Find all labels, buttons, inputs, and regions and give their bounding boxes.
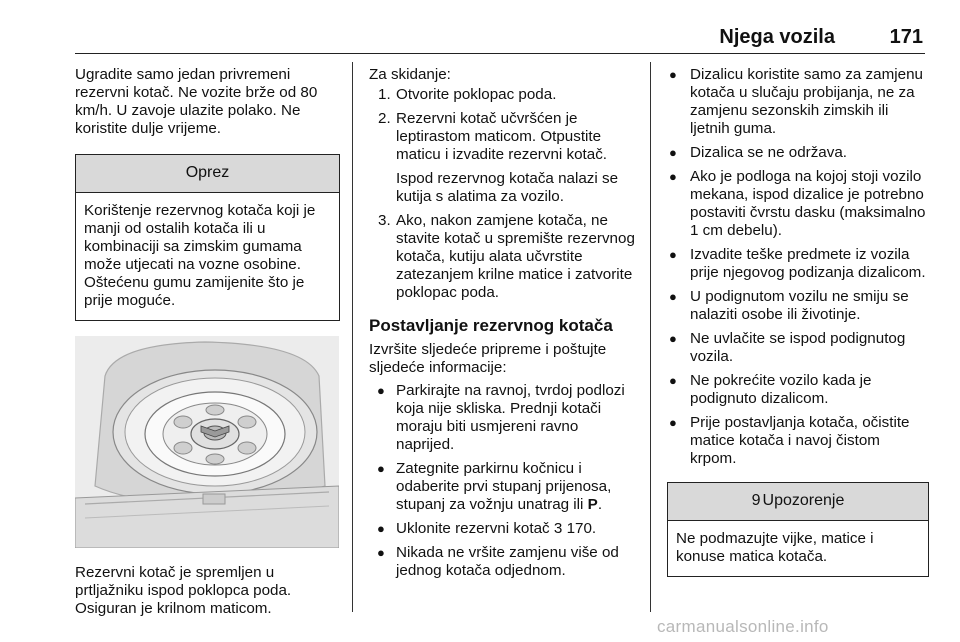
warning-header [668, 483, 928, 521]
bullet-text: Izvadite teške predmete iz vozila prije njegovog podizanja dizalicom. [690, 246, 926, 281]
bullet-text: Nikada ne vršite zamjenu više od jednog kotača odjednom. [396, 544, 619, 579]
step-note: Ispod rezervnog kotača nalazi se kutija s alatima za vozilo. [396, 170, 619, 205]
bullet-text: Ne uvlačite se ispod podignutog vozila. [690, 330, 906, 365]
bullet-end: . [597, 496, 603, 513]
gear-label: P [587, 496, 598, 513]
step-number: 3. [378, 212, 391, 229]
bullet-icon: ● [669, 145, 677, 160]
list-item [667, 414, 929, 468]
column-left [75, 66, 340, 618]
column-right [667, 66, 929, 577]
bullet-icon: ● [669, 247, 677, 262]
bullet-icon: ● [669, 289, 677, 304]
intro-paragraph: Ugradite samo jedan privremeni rezervni kotač. Ne vozite brže od 80 km/h. U zavoje ulazite polako. Ne koristite dulje vrijeme. [75, 66, 318, 137]
page-ref-link[interactable]: 170. [566, 520, 597, 537]
list-item [667, 372, 929, 408]
bullet-icon: ● [669, 415, 677, 430]
list-item [667, 168, 929, 240]
illustration-caption: Rezervni kotač je spremljen u prtljažniku ispod poklopca poda. Osiguran je krilnom maticom. [75, 564, 292, 617]
column-divider [650, 62, 651, 612]
warning-box [667, 482, 929, 577]
step-text: Otvorite poklopac poda. [396, 86, 557, 103]
bullet-text: Uklonite rezervni kotač [396, 520, 550, 537]
list-item [369, 86, 637, 104]
bullet-icon: ● [377, 545, 385, 560]
page-ref-icon: 3 [553, 520, 563, 537]
preparation-list [369, 382, 637, 580]
removal-label: Za skidanje: [369, 66, 451, 83]
header-title: Njega vozila [719, 26, 835, 48]
list-item [667, 66, 929, 138]
bullet-icon: ● [669, 67, 677, 82]
caution-text: Korištenje rezervnog kotača koji je manji od ostalih kotača ili u kombinaciji sa zimskim gumama može utjecati na vozne osobine. Oštećenu gumu zamijenite što je prije moguće. [84, 202, 316, 309]
bullet-text: Parkirajte na ravnoj, tvrdoj podlozi koja nije skliska. Prednji kotači moraju biti usmjereni ravno naprijed. [396, 382, 625, 453]
list-item [369, 544, 637, 580]
bullet-text: U podignutom vozilu ne smiju se nalaziti osobe ili životinje. [690, 288, 909, 323]
section-intro: Izvršite sljedeće pripreme i poštujte sljedeće informacije: [369, 341, 607, 376]
caution-title: Oprez [76, 155, 339, 193]
warning-triangle-icon: 9 [751, 492, 761, 509]
caution-box [75, 154, 340, 321]
bullet-text: Zategnite parkirnu kočnicu i odaberite prvi stupanj prijenosa, stupanj za vožnju unatrag ili [396, 460, 612, 513]
step-text: Ako, nakon zamjene kotača, ne stavite kotač u spremište rezervnog kotača, kutiju alata učvrstite zatezanjem krilne matice i zatvorite poklopac poda. [396, 212, 635, 301]
step-text: Rezervni kotač učvršćen je leptirastom maticom. Otpustite maticu i izvadite rezervni kotač. [396, 110, 608, 163]
spare-wheel-image [75, 336, 339, 548]
list-item [369, 212, 637, 302]
list-item [667, 246, 929, 282]
bullet-icon: ● [377, 521, 385, 536]
watermark: carmanualsonline.info [657, 617, 829, 636]
list-item [369, 460, 637, 514]
spare-wheel-illustration [75, 336, 339, 548]
bullet-text: Dizalica se ne održava. [690, 144, 848, 161]
page-number: 171 [889, 26, 923, 48]
step-number: 1. [378, 86, 391, 103]
list-item [667, 330, 929, 366]
bullet-text: Ne pokrećite vozilo kada je podignuto dizalicom. [690, 372, 872, 407]
step-number: 2. [378, 110, 391, 127]
column-divider [352, 62, 353, 612]
bullet-icon: ● [377, 383, 385, 398]
list-item [369, 382, 637, 454]
list-item [369, 520, 637, 538]
bullet-text: Dizalicu koristite samo za zamjenu kotača u slučaju probijanja, ne za zamjenu sezonskih zimskih ili ljetnih guma. [690, 66, 923, 137]
column-middle [369, 66, 637, 580]
list-item [369, 110, 637, 206]
bullet-icon: ● [669, 331, 677, 346]
section-heading: Postavljanje rezervnog kotača [369, 316, 613, 335]
bullet-icon: ● [669, 169, 677, 184]
bullet-text: Ako je podloga na kojoj stoji vozilo mekana, ispod dizalice je potrebno postaviti čvrstu dasku (maksimalno 1 cm debelu). [690, 168, 926, 239]
page-header [75, 26, 925, 54]
bullet-text: Prije postavljanja kotača, očistite matice kotača i navoj čistom krpom. [690, 414, 910, 467]
warning-text: Ne podmazujte vijke, matice i konuse matica kotača. [676, 530, 874, 565]
list-item [667, 144, 929, 162]
removal-steps [369, 86, 637, 302]
bullet-icon: ● [377, 461, 385, 476]
list-item [667, 288, 929, 324]
jack-safety-list [667, 66, 929, 468]
warning-title: Upozorenje [762, 492, 845, 509]
bullet-icon: ● [669, 373, 677, 388]
